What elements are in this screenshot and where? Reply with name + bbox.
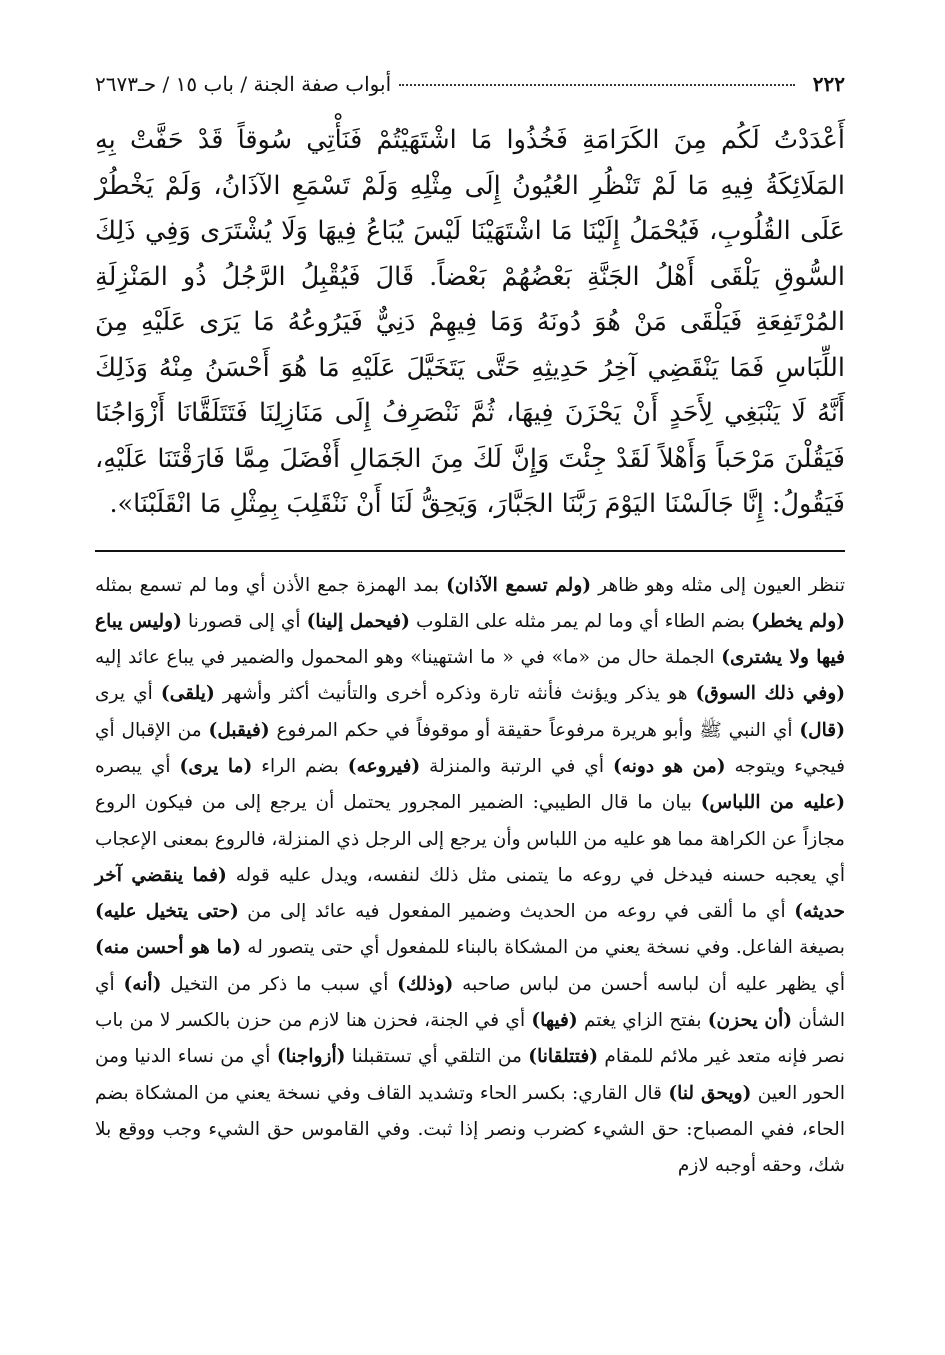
footnote-keyword: (وفي ذلك السوق) xyxy=(695,683,845,705)
footnote-text: أي يظهر عليه أن لباسه أحسن من لباس صاحبه xyxy=(453,973,845,995)
footnote-text: أي من نساء الدنيا ومن الحور العين xyxy=(95,1046,845,1104)
footnote-keyword: (ويحق لنا) xyxy=(668,1082,752,1104)
footnote-text: قال القاري: بكسر الحاء وتشديد القاف وفي نسخة يعني من المشكاة بضم الحاء، ففي المصباح: حق الشيء كضرب ونصر إذا ثبت. وفي القاموس حق الشيء وجب ووقع بلا شك، وحقه أوجبه لازم xyxy=(95,1082,845,1177)
footnote-text: أي يبصره xyxy=(95,755,180,777)
footnote-text: أي الشأن xyxy=(95,973,846,1032)
footnote-text: بضم الطاء أي وما لم يمر مثله على القلوب xyxy=(409,610,752,632)
footnote-text: أي ما ألقى في روعه من الحديث وضمير المفعول فيه عائد إلى من xyxy=(238,901,795,923)
footnote-text: أي في الجنة، فحزن هنا لازم من حزن بالكسر لا من باب نصر فإنه متعد غير ملائم للمقام xyxy=(95,1010,845,1068)
hadith-text: أَعْدَدْتُ لَكُم مِنَ الكَرَامَةِ فَخُذُوا مَا اشْتَهَيْتُمْ فَنَأْتِي سُوقاً قَدْ حَفَّتْ بِهِ المَلَائِكَةُ فِيهِ مَا لَمْ تَنْظُرِ العُيُونُ إِلَى مِثْلِهِ وَلَمْ تَسْمَعِ الآذَانُ، وَلَمْ يَخْطُرْ عَلَى القُلُوبِ، فَيُحْمَلُ إِلَيْنَا مَا اشْتَهَيْنَا لَيْسَ يُبَاعُ فِيهَا وَلَا يُشْتَرَى وَفِي ذَلِكَ السُّوقِ يَلْقَى أَهْلُ الجَنَّةِ بَعْضُهُمْ بَعْضاً. قَالَ فَيُقْبِلُ الرَّجُلُ ذُو المَنْزِلَةِ المُرْتَفِعَةِ فَيَلْقَى مَنْ هُوَ دُونَهُ وَمَا فِيهِمْ دَنِيٌّ فَيَرُوعُهُ مَا يَرَى عَلَيْهِ مِنَ اللِّبَاسِ فَمَا يَنْقَضِي آخِرُ حَدِيثِهِ حَتَّى يَتَخَيَّلَ عَلَيْهِ مَا هُوَ أَحْسَنُ مِنْهُ وَذَلِكَ أَنَّهُ لَا يَنْبَغِي لِأَحَدٍ أَنْ يَحْزَنَ فِيهَا، ثُمَّ نَنْصَرِفُ إِلَى مَنَازِلِنَا فَتَتَلَقَّانَا أَزْوَاجُنَا فَيَقُلْنَ مَرْحَباً وَأَهْلاً لَقَدْ جِئْتَ وَإِنَّ لَكَ مِنَ الجَمَالِ أَفْضَلَ مِمَّا فَارَقْتَنَا عَلَيْهِ، فَيَقُولُ: إِنَّا جَالَسْنَا اليَوْمَ رَبَّنَا الجَبَّارَ، وَيَحِقُّ لَنَا أَنْ نَنْقَلِبَ بِمِثْلِ مَا انْقَلَبْنَا». xyxy=(95,125,845,519)
footnote-keyword: (حتى يتخيل عليه) xyxy=(95,901,239,923)
footnote-keyword: (فيقبل) xyxy=(208,719,270,741)
footnote-text: هو يذكر ويؤنث فأنثه تارة وذكره أخرى والتأنيث أكثر وأشهر xyxy=(214,683,696,705)
footnote-keyword: (أن يحزن) xyxy=(707,1010,793,1032)
footnote-text: أي سبب ما ذكر من التخيل xyxy=(161,973,398,995)
footnote-text: بمد الهمزة جمع الأذن أي وما لم تسمع بمثله xyxy=(95,574,447,596)
footnote-keyword: (وذلك) xyxy=(397,973,454,995)
footnote-keyword: (يلقى) xyxy=(160,683,215,705)
footnote-keyword: (فيحمل إلينا) xyxy=(306,610,410,632)
footnote-text: تنظر العيون إلى مثله وهو ظاهر xyxy=(591,574,846,596)
footnote-keyword: (عليه من اللباس) xyxy=(700,792,845,814)
footnote-keyword: (وليس يباع فيها ولا يشترى) xyxy=(95,610,846,669)
footnote-text: أي يرى xyxy=(95,683,161,705)
footnote-text: من التلقي أي تستقبلنا xyxy=(345,1046,529,1068)
footnote-keyword: (أزواجنا) xyxy=(276,1046,346,1068)
footnote-text: بصيغة الفاعل. وفي نسخة يعني من المشكاة بالبناء للمفعول أي حتى يتصور له xyxy=(241,937,845,959)
commentary-footnote xyxy=(95,568,845,1185)
footnote-keyword: (ولم يخطر) xyxy=(751,610,845,632)
footnote-text: بفتح الزاي يغتم xyxy=(577,1010,708,1032)
footnote-keyword: (فما ينقضي آخر حديثه) xyxy=(95,864,845,923)
page-number: ٢٢٢ xyxy=(812,72,845,96)
footnote-text: أي في الرتبة والمنزلة xyxy=(420,755,613,777)
footnote-text: بضم الراء xyxy=(252,755,348,777)
footnote-keyword: (قال) xyxy=(799,719,845,741)
footnote-text: أي إلى قصورنا xyxy=(181,610,307,632)
footnote-keyword: (من هو دونه) xyxy=(612,755,726,777)
footnote-text: أي النبي ﷺ وأبو هريرة مرفوعاً حقيقة أو موقوفاً في حكم المرفوع xyxy=(269,719,800,741)
footnote-separator xyxy=(95,550,845,552)
footnote-keyword: (ولم تسمع الآذان) xyxy=(446,574,592,596)
footnote-text: الجملة حال من «ما» في « ما اشتهينا» وهو المحمول والضمير في يباع عائد إليه xyxy=(95,647,722,669)
running-title: أبواب صفة الجنة / باب ١٥ / حـ٢٦٧٣ xyxy=(95,72,392,96)
footnote-keyword: (فيروعه) xyxy=(347,755,421,777)
page-header xyxy=(95,72,845,112)
footnote-text: بيان ما قال الطيبي: الضمير المجرور يحتمل أن يرجع إلى من فيكون الروع مجازاً عن الكراهة مما هو عليه من اللباس وأن يرجع إلى الرجل ذي المنزلة، فالروع بمعنى الإعجاب أي يعجبه حسنه فيدخل في روعه ما يتمنى مثل ذلك لنفسه، ويدل عليه قوله xyxy=(95,792,845,886)
footnote-keyword: (ما هو أحسن منه) xyxy=(95,937,241,959)
footnote-keyword: (فيها) xyxy=(531,1010,578,1032)
footnote-text: من الإقبال أي فيجيء ويتوجه xyxy=(95,719,845,777)
footnote-keyword: (أنه) xyxy=(123,973,162,995)
footnote-keyword: (فتتلقانا) xyxy=(528,1046,599,1068)
footnote-keyword: (ما يرى) xyxy=(179,755,253,777)
header-leader-dots xyxy=(399,84,795,86)
